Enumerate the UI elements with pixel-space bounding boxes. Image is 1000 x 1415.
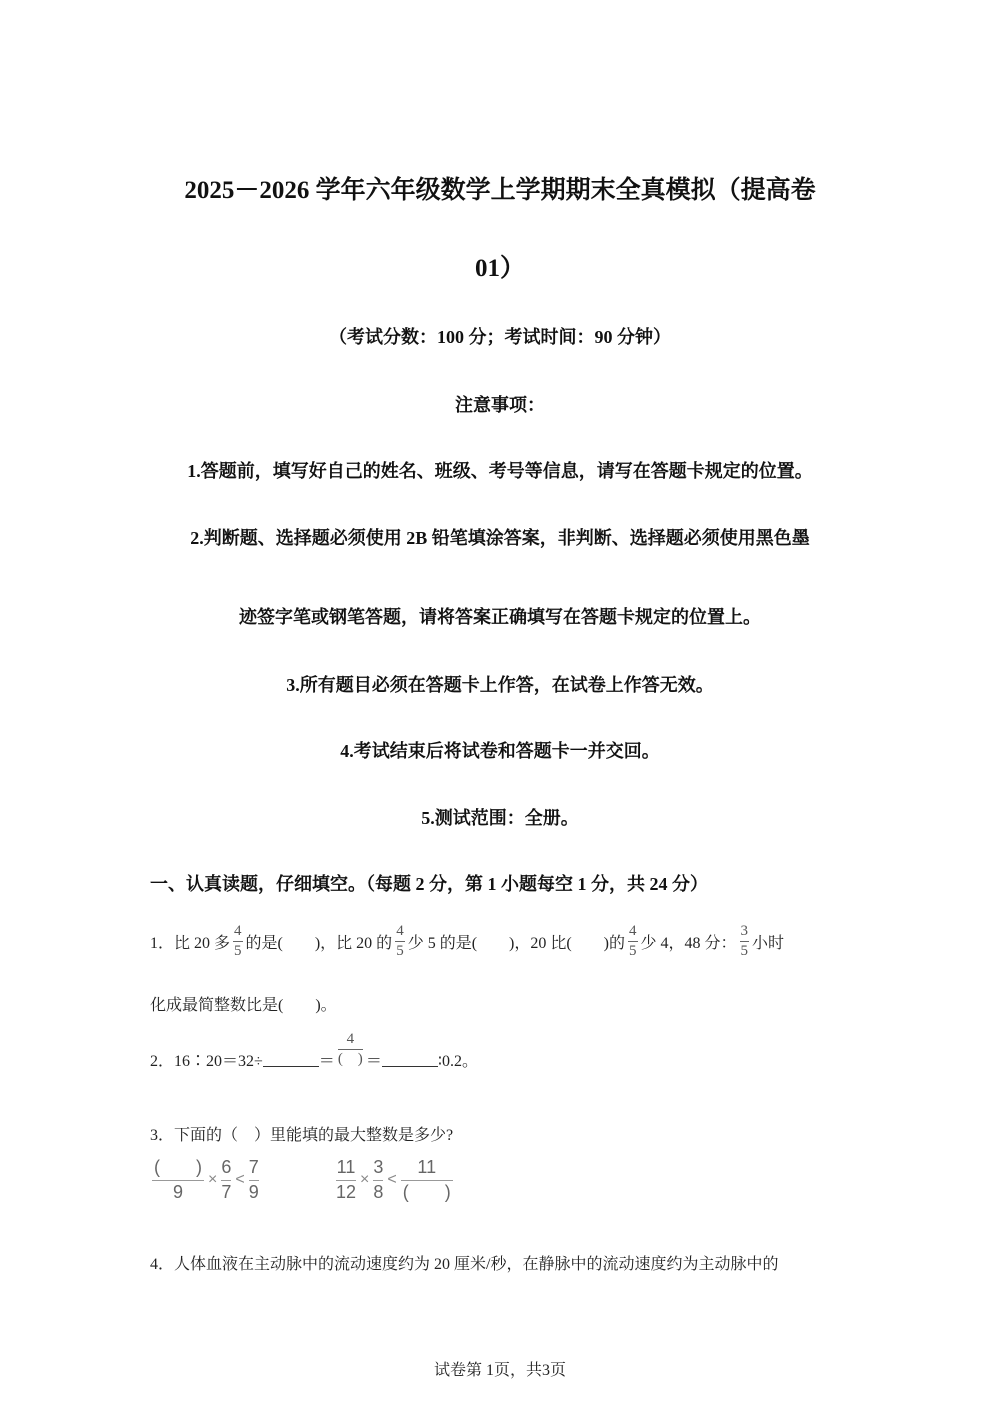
notice-item-1: 1.答题前，填写好自己的姓名、班级、考号等信息，请写在答题卡规定的位置。 [187,461,813,481]
q2-text-3: ＝ [365,1053,382,1070]
q3-e2-less-than: < [387,1171,397,1189]
q3-expression-2 [336,1158,453,1203]
q1-fraction-4: $\frac{3}{5}$ [740,923,749,959]
q1-text-1: 1．比 20 多 [150,935,231,952]
q1-text-3: 少 5 的是( )，20 比( )的 [407,935,626,952]
q1-fraction-2: $\frac{4}{5}$ [396,923,404,959]
q1-fraction-3: $\frac{4}{5}$ [629,923,637,959]
q3-e2-multiply: × [360,1171,370,1189]
question-3: 3．下面的（ ）里能填的最大整数是多少? [150,1127,454,1144]
notice-item-2: 2.判断题、选择题必须使用 2B 铅笔填涂答案，非判断、选择题必须使用黑色墨 [190,528,810,548]
q1-text-5: 小时 [752,935,785,952]
q2-text-4: ∶0.2。 [437,1053,478,1070]
q3-e1-multiply: × [208,1171,218,1189]
q1-fraction-1: $\frac{4}{5}$ [234,923,242,959]
q2-blank-2 [382,1052,438,1067]
q3-e1-fraction-2: $\frac{6}{7}$ [221,1157,232,1202]
q3-e2-fraction-1: $\frac{11}{12}$ [336,1157,357,1202]
q1-text-2: 的是( )，比 20 的 [245,935,393,952]
notice-item-4: 4.考试结束后将试卷和答题卡一并交回。 [340,741,660,761]
q3-e2-fraction-2: $\frac{3}{8}$ [373,1157,384,1202]
notice-item-3: 3.所有题目必须在答题卡上作答，在试卷上作答无效。 [286,675,714,695]
question-1-line2: 化成最简整数比是( )。 [150,997,337,1014]
question-1 [150,924,784,959]
q2-blank-1 [263,1052,319,1067]
section1-heading: 一、认真读题，仔细填空。（每题 2 分，第 1 小题每空 1 分，共 24 分） [150,874,708,894]
q2-text-2: ＝ [318,1053,335,1070]
q3-e2-fraction-3: 11 ( ) [402,1157,451,1202]
doc-title-line2: 01） [474,255,525,282]
q1-text-4: 少 4，48 分： [640,935,737,952]
q2-text-1: 2．16∶20＝32÷ [150,1053,263,1070]
q3-e1-fraction-1: ( ) 9 [154,1157,202,1202]
question-4: 4．人体血液在主动脉中的流动速度约为 20 厘米/秒，在静脉中的流动速度约为主动脉中的 [150,1256,779,1273]
question-2 [150,1028,478,1071]
q3-e1-fraction-3: 7 9 [248,1157,259,1202]
q2-fraction: $\frac{4}{( )}$ [337,1031,363,1067]
notice-item-5: 5.测试范围：全册。 [421,808,579,828]
doc-title-line1: 2025－2026 学年六年级数学上学期期末全真模拟（提高卷 [184,177,816,204]
q3-expression-1 [152,1158,259,1203]
exam-info: （考试分数：100 分；考试时间：90 分钟） [329,327,671,347]
notice-item-2-cont: 迹签字笔或钢笔答题，请将答案正确填写在答题卡规定的位置上。 [239,607,761,627]
page-footer: 试卷第 1页，共3页 [433,1362,566,1379]
q3-e1-less-than: < [235,1171,245,1189]
notice-heading: 注意事项： [455,395,545,415]
